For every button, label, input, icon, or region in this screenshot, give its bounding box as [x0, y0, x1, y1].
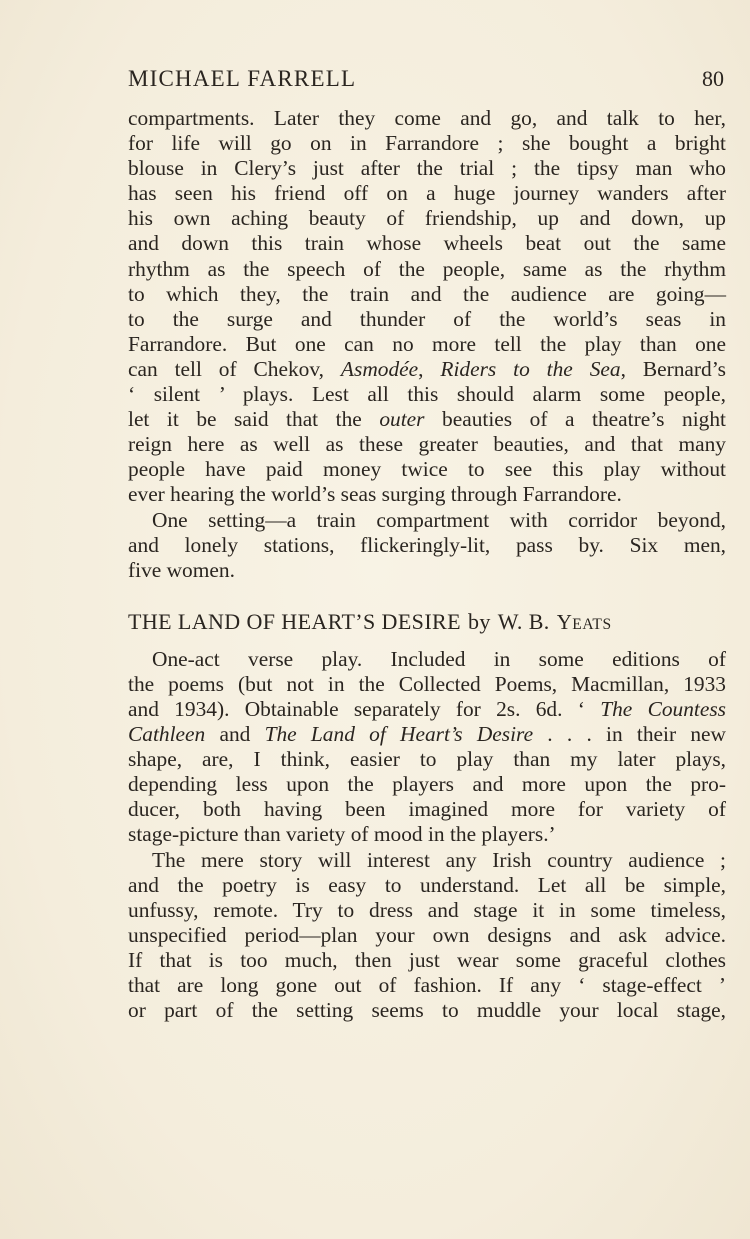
text-line: and down this train whose wheels beat out the same — [128, 231, 726, 256]
text-line: unspecified period—plan your own designs and ask advice. — [128, 922, 726, 947]
text-line: Cathleen and The Land of Heart’s Desire . . . in their new — [128, 722, 726, 747]
text-line: ‘ silent ’ plays. Lest all this should alarm some people, — [128, 382, 726, 407]
text-line: and 1934). Obtainable separately for 2s. 6d. ‘ The Countess — [128, 696, 727, 721]
paragraph-farrell-description — [128, 106, 726, 508]
text-line: depending less upon the players and more upon the pro- — [128, 772, 726, 797]
author-surname-cap: Y — [556, 609, 573, 634]
paragraph-yeats-edition — [128, 647, 726, 848]
text-line: and lonely stations, flickeringly-lit, pass by. Six men, — [128, 532, 726, 557]
text-line: rhythm as the speech of the people, same as the rhythm — [128, 256, 726, 281]
text-line: unfussy, remote. Try to dress and stage it in some timeless, — [128, 897, 726, 922]
author-surname — [557, 609, 612, 635]
text-line: people have paid money twice to see this play without — [128, 457, 726, 482]
paragraph-farrell-setting — [128, 508, 726, 583]
text-line: shape, are, I think, easier to play than my later plays, — [128, 747, 726, 772]
text-line: that are long gone out of fashion. If any ‘ stage-effect ’ — [128, 973, 726, 997]
section-heading-yeats — [128, 609, 726, 641]
play-title: THE LAND OF HEART’S DESIRE — [128, 608, 461, 634]
text-line: Farrandore. But one can no more tell the play than one — [128, 331, 726, 356]
text-line: to the surge and thunder of the world’s seas in — [128, 306, 726, 331]
text-line: One-act verse play. Included in some editions of — [152, 646, 726, 671]
running-head: MICHAEL FARRELL — [128, 66, 357, 91]
paragraph-yeats-staging — [128, 848, 726, 1024]
text-line: reign here as well as these greater beauties, and that many — [128, 432, 726, 457]
author-initials: W. B. — [497, 608, 550, 634]
text-line: let it be said that the outer beauties of a theatre’s night — [128, 407, 726, 432]
by-word: by — [467, 608, 491, 634]
author-surname-rest: EATS — [572, 615, 612, 633]
text-line: to which they, the train and the audience are going— — [128, 281, 726, 306]
page-content — [128, 66, 726, 1023]
page-number: 80 — [702, 66, 724, 91]
text-line: compartments. Later they come and go, and talk to her, — [128, 106, 726, 130]
text-line: for life will go on in Farrandore ; she bought a bright — [128, 131, 726, 156]
text-line: ducer, both having been imagined more for variety of — [128, 797, 726, 822]
text-line: The mere story will interest any Irish country audience ; — [152, 847, 726, 872]
text-line: or part of the setting seems to muddle your local stage, — [128, 998, 726, 1023]
text-line: ever hearing the world’s seas surging through Farrandore. — [128, 482, 622, 507]
text-line: has seen his friend off on a huge journey wanders after — [128, 181, 726, 206]
text-line: can tell of Chekov, Asmodée, Riders to the Sea, Bernard’s — [128, 356, 726, 381]
text-line: the poems (but not in the Collected Poems, Macmillan, 1933 — [128, 671, 726, 696]
text-line: If that is too much, then just wear some graceful clothes — [128, 947, 726, 972]
text-line: and the poetry is easy to understand. Let all be simple, — [128, 872, 726, 897]
text-line: his own aching beauty of friendship, up and down, up — [128, 206, 726, 231]
text-line: One setting—a train compartment with corridor beyond, — [152, 507, 726, 532]
text-line: blouse in Clery’s just after the trial ; the tipsy man who — [128, 156, 726, 181]
text-line: stage-picture than variety of mood in the players.’ — [128, 822, 556, 847]
page-header — [128, 66, 726, 102]
text-line: five women. — [128, 557, 235, 582]
